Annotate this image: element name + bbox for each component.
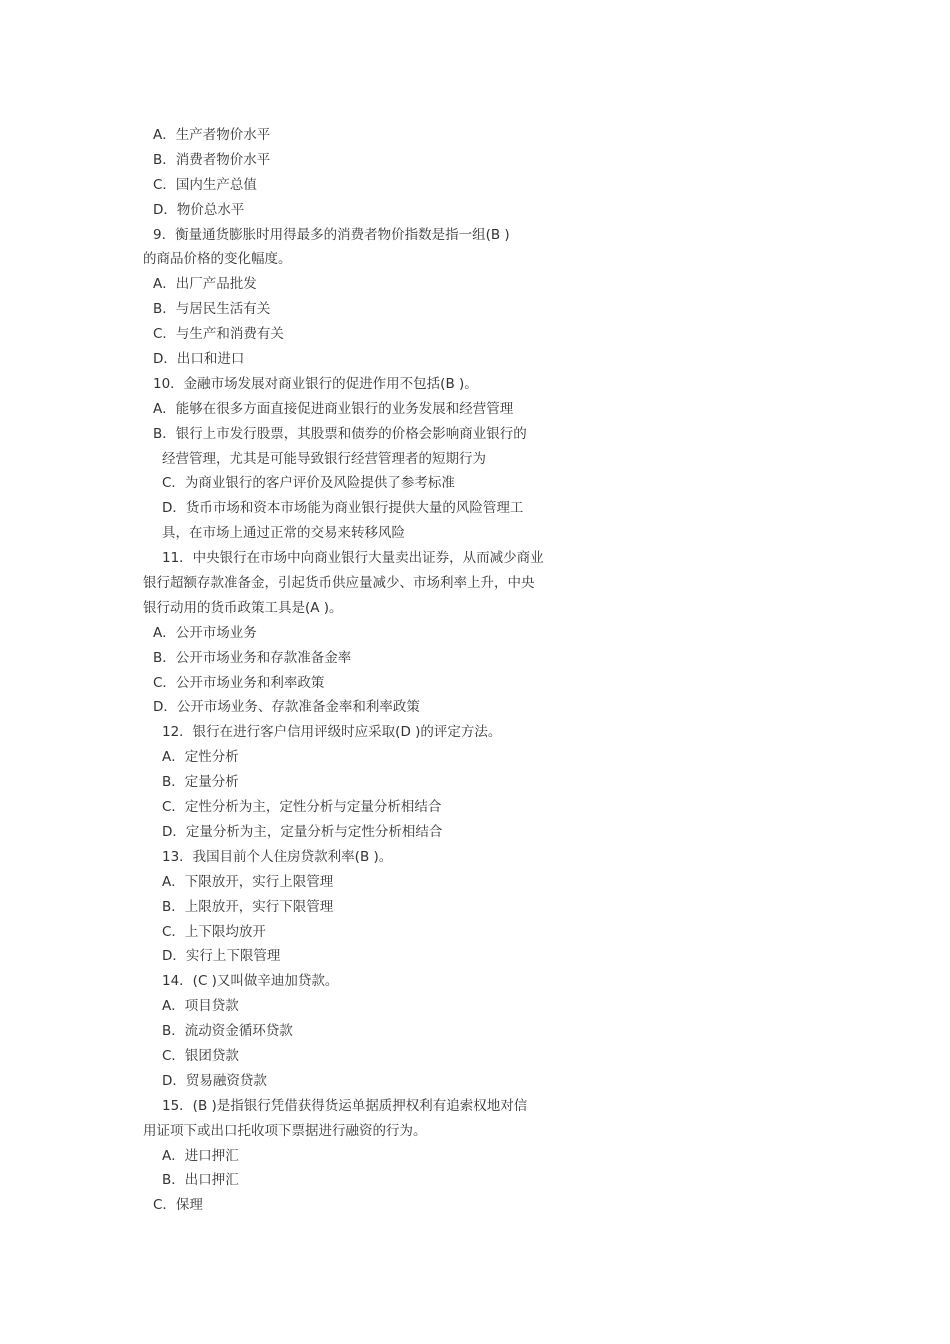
text-line: A．下限放开，实行上限管理 xyxy=(162,873,334,890)
text-line: 10．金融市场发展对商业银行的促进作用不包括(B )。 xyxy=(153,375,478,392)
text-line: C．上下限均放开 xyxy=(162,923,266,940)
text-line: 银行动用的货币政策工具是(A )。 xyxy=(143,599,343,616)
text-line: B．与居民生活有关 xyxy=(153,301,271,318)
text-line: D．公开市场业务、存款准备金率和利率政策 xyxy=(153,699,420,716)
text-line: C．与生产和消费有关 xyxy=(153,326,284,343)
text-line: B．出口押汇 xyxy=(162,1172,239,1189)
text-line: C．公开市场业务和利率政策 xyxy=(153,674,325,691)
text-line: A．定性分析 xyxy=(162,749,239,766)
text-line: 13．我国目前个人住房贷款利率(B )。 xyxy=(162,848,393,865)
document-page xyxy=(0,123,950,1218)
text-line: B．上限放开，实行下限管理 xyxy=(162,898,334,915)
text-line: B．流动资金循环贷款 xyxy=(162,1023,293,1040)
text-line: D．物价总水平 xyxy=(153,201,245,218)
text-line: 的商品价格的变化幅度。 xyxy=(143,251,292,268)
text-line: D．贸易融资贷款 xyxy=(162,1072,267,1089)
text-line: C．银团贷款 xyxy=(162,1047,239,1064)
text-line: C．为商业银行的客户评价及风险提供了参考标准 xyxy=(162,475,455,492)
text-line: B．公开市场业务和存款准备金率 xyxy=(153,649,352,666)
text-line: A．出厂产品批发 xyxy=(153,276,257,293)
text-line: D．实行上下限管理 xyxy=(162,948,281,965)
text-line: C．国内生产总值 xyxy=(153,176,257,193)
text-line: B．消费者物价水平 xyxy=(153,151,271,168)
text-line: 15．(B )是指银行凭借获得货运单据质押权利有追索权地对信 xyxy=(162,1097,528,1114)
text-line: 经营管理，尤其是可能导致银行经营管理者的短期行为 xyxy=(162,450,486,467)
text-line: 具，在市场上通过正常的交易来转移风险 xyxy=(162,525,405,542)
text-line: A．能够在很多方面直接促进商业银行的业务发展和经营管理 xyxy=(153,400,514,417)
text-line: D．货币市场和资本市场能为商业银行提供大量的风险管理工 xyxy=(162,500,524,517)
text-line: B．银行上市发行股票，其股票和债券的价格会影响商业银行的 xyxy=(153,425,527,442)
text-line: D．出口和进口 xyxy=(153,351,245,368)
text-line: 12．银行在进行客户信用评级时应采取(D )的评定方法。 xyxy=(162,724,502,741)
text-line: 银行超额存款准备金，引起货币供应量减少、市场利率上升，中央 xyxy=(143,575,535,592)
text-line: A．公开市场业务 xyxy=(153,624,257,641)
text-line: 11．中央银行在市场中向商业银行大量卖出证券，从而减少商业 xyxy=(162,550,544,567)
text-line: A．进口押汇 xyxy=(162,1147,239,1164)
text-line: A．生产者物价水平 xyxy=(153,127,271,143)
text-line: 14．(C )又叫做辛迪加贷款。 xyxy=(162,973,339,990)
text-line: D．定量分析为主，定量分析与定性分析相结合 xyxy=(162,823,443,840)
text-line: 9．衡量通货膨胀时用得最多的消费者物价指数是指一组(B ) xyxy=(153,226,510,243)
text-line: B．定量分析 xyxy=(162,774,239,791)
text-line: C．定性分析为主，定性分析与定量分析相结合 xyxy=(162,799,442,816)
text-line: C．保理 xyxy=(153,1197,203,1214)
text-line: 用证项下或出口托收项下票据进行融资的行为。 xyxy=(143,1122,427,1139)
text-line: A．项目贷款 xyxy=(162,998,239,1015)
